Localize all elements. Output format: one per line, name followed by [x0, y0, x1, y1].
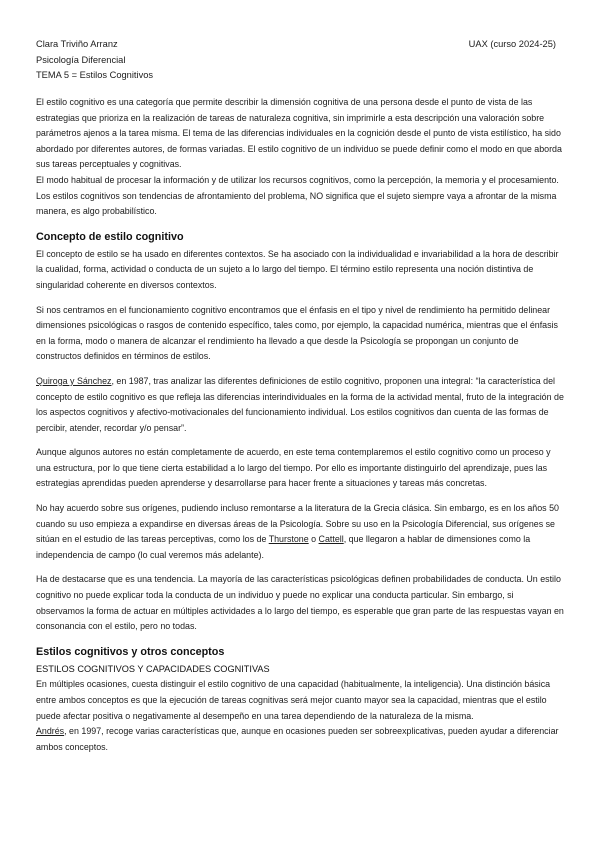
intro-paragraph-1: El estilo cognitivo es una categoría que permite describir la dimensión cognitiva de una persona desde el punto de vista de las estrategias que prioriza en la realización de tareas de naturaleza cognitiva, sin imprimirle a esta descripción una valoración sobre parámetros ajenos a la tarea misma. El tema de las diferencias individuales en la cognición desde el punto de vista estilístico, ha sido abordado por diferentes autores, de formas variadas. El estilo cognitivo de un individuo se puede definir como el modo en que aborda sus tareas perceptuales y cognitivas.	[36, 97, 562, 170]
document-header	[36, 37, 153, 84]
concept-paragraph-2: Si nos centramos en el funcionamiento cognitivo encontramos que el énfasis en el tipo y nivel de rendimiento ha permitido delinear dimensiones psicológicas o rasgos de contenido específico, tales como, por ejemplo, la capacidad numérica, mientras que el énfasis en la forma, modo o manera de alcanzar el rendimiento ha llevado a que desde la Psicología se propongan un conjunto de constructos definidos en términos de estilos.	[36, 304, 558, 362]
section-heading-concept: Concepto de estilo cognitivo	[36, 230, 184, 243]
document-body	[36, 95, 564, 755]
author-reference-cattell: Cattell	[318, 534, 344, 545]
intro-paragraph-2: El modo habitual de procesar la información y de utilizar los recursos cognitivos, como la percepción, la memoria y el procesamiento. Los estilos cognitivos son tendencias de afrontamiento del problema, NO significa que el sujeto siempre vaya a afrontar de la misma manera, es algo probabilístico.	[36, 174, 559, 217]
author-reference-andres: Andrés	[36, 726, 65, 737]
others-paragraph-2-text: , en 1997, recoge varias características que, aunque en ocasiones pueden ser sobreexplicativas, pueden ayudar a diferenciar ambos conceptos.	[36, 726, 559, 752]
others-paragraph-1: En múltiples ocasiones, cuesta distinguir el estilo cognitivo de una capacidad (habitualmente, la inteligencia). Una distinción básica entre ambos conceptos es que la ejecución de tareas cognitivas será mejor cuanto mayor sea la capacidad, mientras que el estilo puede afectar positiva o negativamente al desempeño en una tarea dependiendo de la naturaleza de la misma.	[36, 679, 551, 721]
concept-paragraph-3	[36, 374, 564, 436]
concept-paragraph-1: El concepto de estilo se ha usado en diferentes contextos. Se ha asociado con la individualidad e invariabilidad a la hora de describir la cualidad, forma, actividad o conducta de un sujeto a lo largo del tiempo. El término estilo representa una noción distintiva de singularidad coherente en diversos contextos.	[36, 248, 559, 290]
concept-paragraph-5	[36, 501, 564, 563]
concept-paragraph-5-text-b: , que llegaron a hablar de dimensiones como la independencia de campo (lo cual veremos más adelante).	[36, 534, 531, 560]
section-heading-other-concepts: Estilos cognitivos y otros conceptos	[36, 645, 225, 658]
topic-title: TEMA 5 = Estilos Cognitivos	[36, 70, 154, 81]
concept-paragraph-6: Ha de destacarse que es una tendencia. La mayoría de las características psicológicas definen probabilidades de conducta. Un estilo cognitivo no puede explicar toda la conducta de un individuo y puede no explicar una conducta particular. Sin embargo, si observamos la forma de actuar en múltiples actividades a lo largo del tiempo, es esperable que gran parte de las respuestas vayan en consonancia con el estilo, pero no todas.	[36, 574, 564, 632]
others-paragraph-2	[36, 724, 564, 755]
conjunction-text: o	[308, 534, 319, 545]
author-name: Clara Triviño Arranz	[36, 39, 118, 49]
subject-name: Psicología Diferencial	[36, 54, 126, 65]
subsection-heading-capacities: ESTILOS COGNITIVOS Y CAPACIDADES COGNITIVAS	[36, 663, 270, 674]
course-label: UAX (curso 2024-25)	[468, 39, 556, 49]
author-reference-thurstone: Thurstone	[268, 534, 309, 545]
concept-paragraph-5-text-a: No hay acuerdo sobre sus orígenes, pudiendo incluso remontarse a la literatura de la Grecia clásica. Sin embargo, es en los años 50 cuando su uso empieza a expandirse en diversas áreas de la Psicología. Sobre su uso en la Psicología Diferencial, sus orígenes se sitúan en el estudio de las tareas perceptivas, como los de	[36, 503, 559, 545]
concept-paragraph-4: Aunque algunos autores no están completamente de acuerdo, en este tema contemplaremos el estilo cognitivo como un proceso y una estructura, por lo que tiene cierta estabilidad a lo largo del tiempo. Por ello es importante distinguirlo del aprendizaje, pues las estrategias aprendidas pueden aprenderse y desarrollarse para hacer frente a situaciones y tareas más concretas.	[36, 447, 551, 489]
concept-paragraph-3-text: , en 1987, tras analizar las diferentes definiciones de estilo cognitivo, proponen una integral: “la característica del concepto de estilo cognitivo es que refleja las diferencias interindividuales en la forma de la actividad mental, fruto de la integración de los aspectos cognitivos y afectivo-motivacionales del funcionamiento individual. Los estilos cognitivos dan cuenta de las formas de percibir, atender, recordar y/o pensar”.	[36, 375, 564, 433]
author-reference-quiroga: Quiroga y Sánchez	[36, 375, 112, 386]
